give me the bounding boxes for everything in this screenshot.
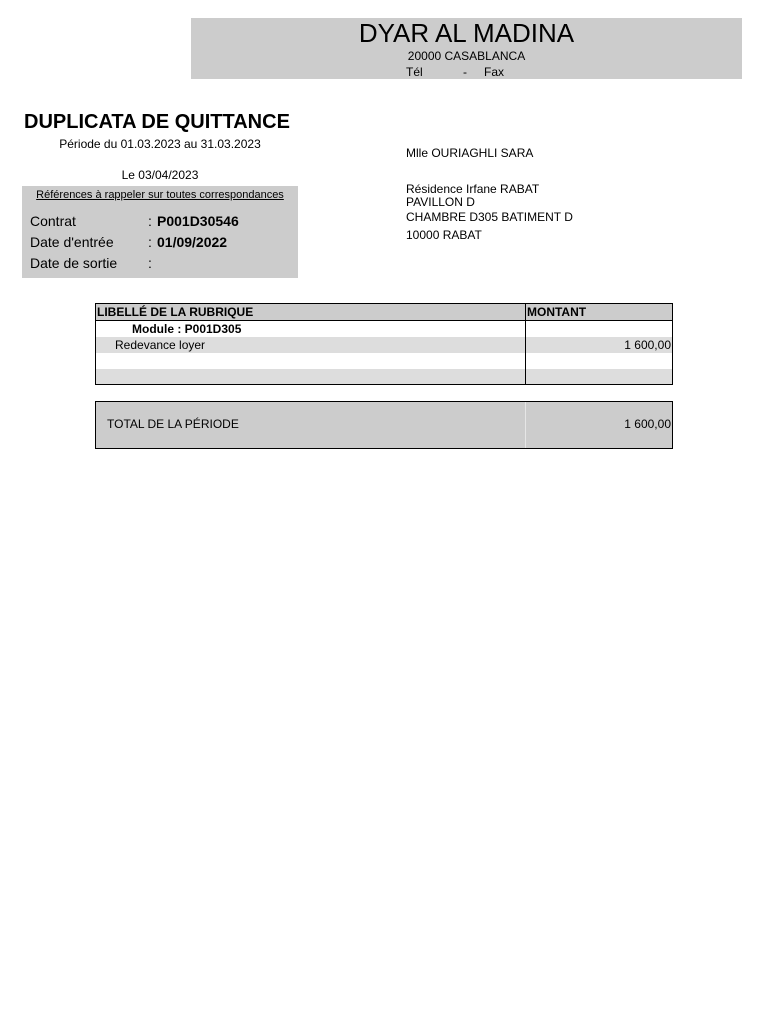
row-stripe: [96, 369, 672, 384]
table-row-amount: 1 600,00: [624, 338, 671, 352]
table-header-row: [96, 304, 672, 321]
company-city: 20000 CASABLANCA: [407, 49, 526, 63]
company-tel-label: Tél: [406, 65, 423, 79]
company-name: DYAR AL MADINA: [358, 18, 575, 48]
ref-label-date-entree: Date d'entrée: [30, 234, 114, 250]
module-label: Module : P001D305: [132, 322, 242, 336]
recipient-address-line2: PAVILLON D: [406, 195, 475, 209]
recipient-address-line3: CHAMBRE D305 BATIMENT D: [406, 210, 573, 224]
document-periode: Période du 01.03.2023 au 31.03.2023: [59, 137, 261, 151]
ref-colon-date-entree: :: [148, 234, 152, 250]
document-title: DUPLICATA DE QUITTANCE: [24, 111, 290, 133]
total-divider: [525, 402, 526, 448]
recipient-address-line1: Résidence Irfane RABAT: [406, 182, 540, 196]
company-header: [191, 18, 742, 79]
document-date: Le 03/04/2023: [121, 168, 199, 182]
ref-label-date-sortie: Date de sortie: [30, 255, 118, 271]
table-row-label: Redevance loyer: [115, 338, 206, 352]
header-montant: MONTANT: [527, 305, 587, 319]
ref-label-contrat: Contrat: [30, 213, 76, 229]
references-caption-text: Références à rappeler sur toutes correspondances: [36, 189, 284, 201]
header-libelle: LIBELLÉ DE LA RUBRIQUE: [97, 305, 254, 319]
column-divider: [525, 304, 526, 384]
ref-value-contrat: P001D30546: [157, 213, 239, 229]
total-label: TOTAL DE LA PÉRIODE: [107, 417, 239, 431]
recipient-name: Mlle OURIAGHLI SARA: [406, 146, 534, 160]
total-amount: 1 600,00: [624, 417, 671, 431]
company-separator: -: [463, 65, 467, 79]
recipient-postal: 10000 RABAT: [406, 228, 482, 242]
company-fax-label: Fax: [484, 65, 505, 79]
references-box: [22, 186, 298, 278]
ref-value-date-entree: 01/09/2022: [157, 234, 228, 250]
references-caption: [22, 189, 298, 202]
ref-colon-date-sortie: :: [148, 255, 152, 271]
ref-colon-contrat: :: [148, 213, 152, 229]
total-box: [95, 401, 673, 449]
detail-table: [95, 303, 673, 385]
